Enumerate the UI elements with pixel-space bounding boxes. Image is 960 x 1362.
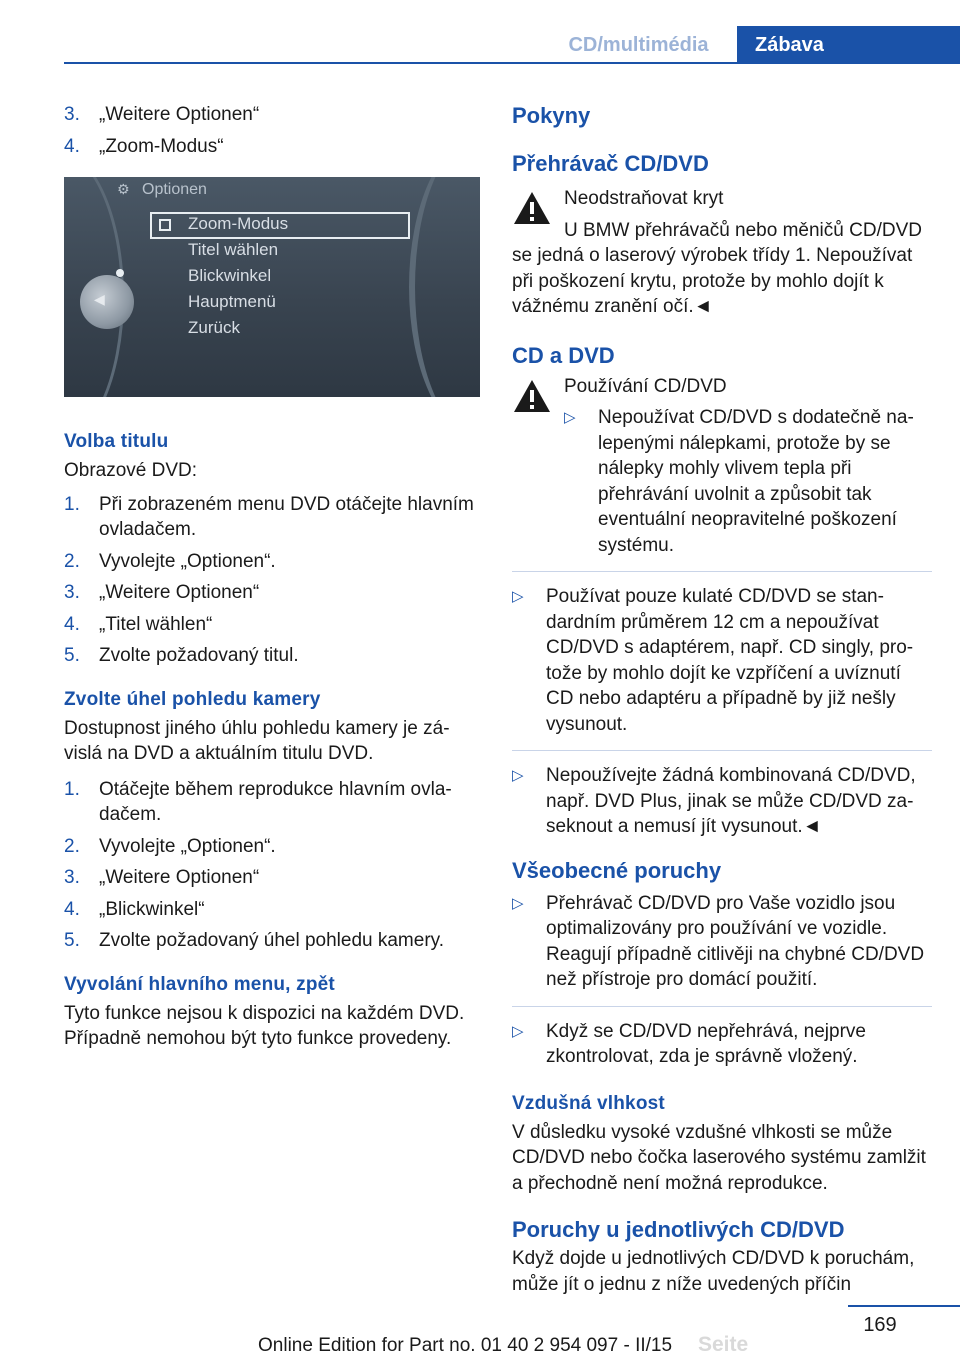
section-heading-faults: Všeobecné poruchy	[512, 857, 722, 883]
divider	[512, 1006, 932, 1007]
step-number: 3.	[64, 582, 80, 603]
faults-bullet-list	[512, 891, 932, 993]
triangle-right-icon: ▷	[512, 767, 524, 784]
list-item	[64, 643, 480, 669]
section-text: Tyto funkce nejsou k dispozici na každém DVD. Případně nemohou být tyto funkce provedeny.	[64, 1002, 465, 1049]
warning-triangle-icon	[512, 378, 552, 414]
list-item	[64, 897, 480, 923]
page-number: 169	[863, 1314, 897, 1336]
knob-arrow-left-icon: ◀	[94, 291, 105, 307]
section-heading-angle: Zvolte úhel pohledu kamery	[64, 688, 321, 710]
list-item	[64, 834, 480, 860]
warning-block-cover	[512, 186, 932, 212]
warning-title: Používání CD/DVD	[564, 375, 727, 397]
section-text: V důsledku vysoké vzdušné vlhkosti se může CD/DVD nebo čočka laserového systému zamlžit a přechodně není možná reprodukce.	[512, 1121, 926, 1194]
step-text: Otáčejte během reprodukce hlavním ovladačem.	[99, 778, 452, 825]
step-text: „Blickwinkel“	[99, 898, 205, 920]
step-text: „Titel wählen“	[99, 613, 213, 635]
section-heading-title: Volba titulu	[64, 431, 169, 452]
step-number: 4.	[64, 135, 80, 157]
page-header	[0, 26, 960, 64]
list-item	[64, 612, 480, 638]
bullet-text: Nepoužívejte žádná kombinovaná CD/DVD, např. DVD Plus, jinak se může CD/DVD zaseknout a nemusí jít vysunout.◄	[546, 765, 916, 837]
list-item	[64, 777, 480, 828]
watermark: Seite	[698, 1333, 749, 1356]
bullet-text: Používat pouze kulaté CD/DVD se standardním průměrem 12 cm a nepoužívat CD/DVD s adaptérem, např. CD singly, protože by mohlo dojít ke vzpříčení a uvíznutí CD nebo adaptéru a případně by již nešly vysunout.	[546, 586, 914, 735]
usage-bullet-list	[512, 584, 932, 737]
section-intro: Dostupnost jiného úhlu pohledu kamery je závislá na DVD a aktuálním titulu DVD.	[64, 717, 450, 764]
divider	[512, 750, 932, 751]
screen-menu-item-back: Zurück	[188, 318, 240, 337]
right-column	[512, 102, 932, 1297]
header-chapter-tab: Zábava	[737, 26, 960, 64]
list-item	[512, 763, 932, 840]
step-number: 3.	[64, 867, 80, 888]
section-intro: Obrazové DVD:	[64, 460, 198, 481]
step-text: Vyvolejte „Optionen“.	[99, 550, 276, 572]
step-text: „Zoom-Modus“	[99, 135, 224, 157]
list-item	[564, 405, 932, 558]
section-heading-notes: Pokyny	[512, 103, 591, 128]
warning-triangle-icon	[512, 190, 552, 226]
step-number: 5.	[64, 645, 80, 666]
screen-menu-item-main: Hauptmenü	[188, 292, 276, 311]
section-heading-player: Přehrávač CD/DVD	[512, 151, 709, 176]
step-text: „Weitere Optionen“	[99, 582, 260, 603]
header-rule	[64, 62, 960, 64]
warning-block-usage	[512, 374, 932, 559]
section-heading-cd-dvd: CD a DVD	[512, 342, 615, 368]
left-column	[64, 102, 480, 1052]
screen-menu-title: Optionen	[142, 181, 207, 198]
triangle-right-icon: ▷	[512, 1022, 524, 1040]
bullet-text: Nepoužívat CD/DVD s dodatečně nalepenými nálepkami, protože by se nálepky mohly vlivem tepla při přehrávání uvolnit a způsobit tak eventuální neopravitelné poškození systému.	[598, 407, 914, 556]
step-text: „Weitere Optionen“	[99, 867, 260, 888]
step-number: 3.	[64, 104, 80, 125]
step-text: „Weitere Optionen“	[99, 104, 260, 125]
screen-menu-item-angle: Blickwinkel	[188, 266, 272, 285]
divider	[512, 571, 932, 572]
checkbox-icon	[159, 219, 171, 231]
list-item	[64, 580, 480, 606]
section-heading-humidity: Vzdušná vlhkost	[512, 1092, 665, 1114]
list-item	[64, 102, 480, 128]
step-number: 4.	[64, 613, 80, 635]
screen-menu-item-title: Titel wählen	[188, 240, 279, 259]
screen-menu-item-zoom: Zoom-Modus	[188, 214, 289, 233]
step-number: 2.	[64, 550, 80, 572]
step-number: 1.	[64, 493, 80, 515]
list-item	[64, 492, 480, 543]
options-steps-list	[64, 102, 480, 159]
footer-rule	[848, 1305, 960, 1307]
section-heading-single-faults: Poruchy u jednotlivých CD/DVD	[512, 1217, 845, 1242]
step-number: 4.	[64, 898, 80, 920]
step-number: 2.	[64, 835, 80, 857]
list-item	[512, 1019, 932, 1070]
step-text: Při zobrazeném menu DVD otáčejte hlavním ovladačem.	[99, 493, 474, 540]
bullet-text: Přehrávač CD/DVD pro Vaše vozidlo jsou optimalizovány pro používání ve vozidle. Reagují případně citlivěji na chybné CD/DVD než přístroje pro domácí použití.	[546, 892, 925, 990]
warning-title: Neodstraňovat kryt	[564, 188, 724, 209]
list-item	[512, 891, 932, 993]
faults-bullet-list	[512, 1019, 932, 1070]
list-item	[64, 865, 480, 891]
header-section-title: CD/multimédia	[541, 26, 736, 64]
warning-text: U BMW přehrávačů nebo měničů CD/DVD se jedná o laserový výrobek třídy 1. Nepoužívat při poškození krytu, protože by mohlo dojít k vážnému zranění očí.◄	[512, 219, 922, 317]
section-text: Když dojde u jednotlivých CD/DVD k poruchám, může jít o jednu z níže uvedených příčin	[512, 1248, 915, 1295]
triangle-right-icon: ▷	[512, 894, 524, 912]
list-item	[512, 584, 932, 737]
screen-arc-right	[409, 177, 480, 397]
list-item	[64, 134, 480, 160]
list-item	[64, 928, 480, 954]
step-text: Zvolte požadovaný titul.	[99, 645, 299, 666]
idrive-options-screenshot	[64, 177, 480, 397]
step-text: Vyvolejte „Optionen“.	[99, 835, 276, 857]
usage-bullet-list-nested	[564, 405, 932, 558]
angle-steps-list	[64, 777, 480, 954]
title-steps-list	[64, 492, 480, 669]
triangle-right-icon: ▷	[564, 409, 576, 426]
bullet-text: Když se CD/DVD nepřehrává, nejprve zkontrolovat, zda je správně vložený.	[546, 1020, 866, 1067]
pointer-dot-icon	[116, 269, 124, 277]
list-item	[64, 549, 480, 575]
section-heading-main-menu: Vyvolání hlavního menu, zpět	[64, 973, 335, 995]
step-number: 1.	[64, 778, 80, 800]
step-text: Zvolte požadovaný úhel pohledu kamery.	[99, 930, 445, 951]
controller-knob-icon	[80, 275, 134, 329]
step-number: 5.	[64, 930, 80, 951]
options-gear-icon: ⚙	[117, 181, 130, 197]
usage-bullet-list	[512, 763, 932, 840]
footer-edition: Online Edition for Part no. 01 40 2 954 097 - II/15	[258, 1335, 673, 1356]
triangle-right-icon: ▷	[512, 588, 524, 605]
